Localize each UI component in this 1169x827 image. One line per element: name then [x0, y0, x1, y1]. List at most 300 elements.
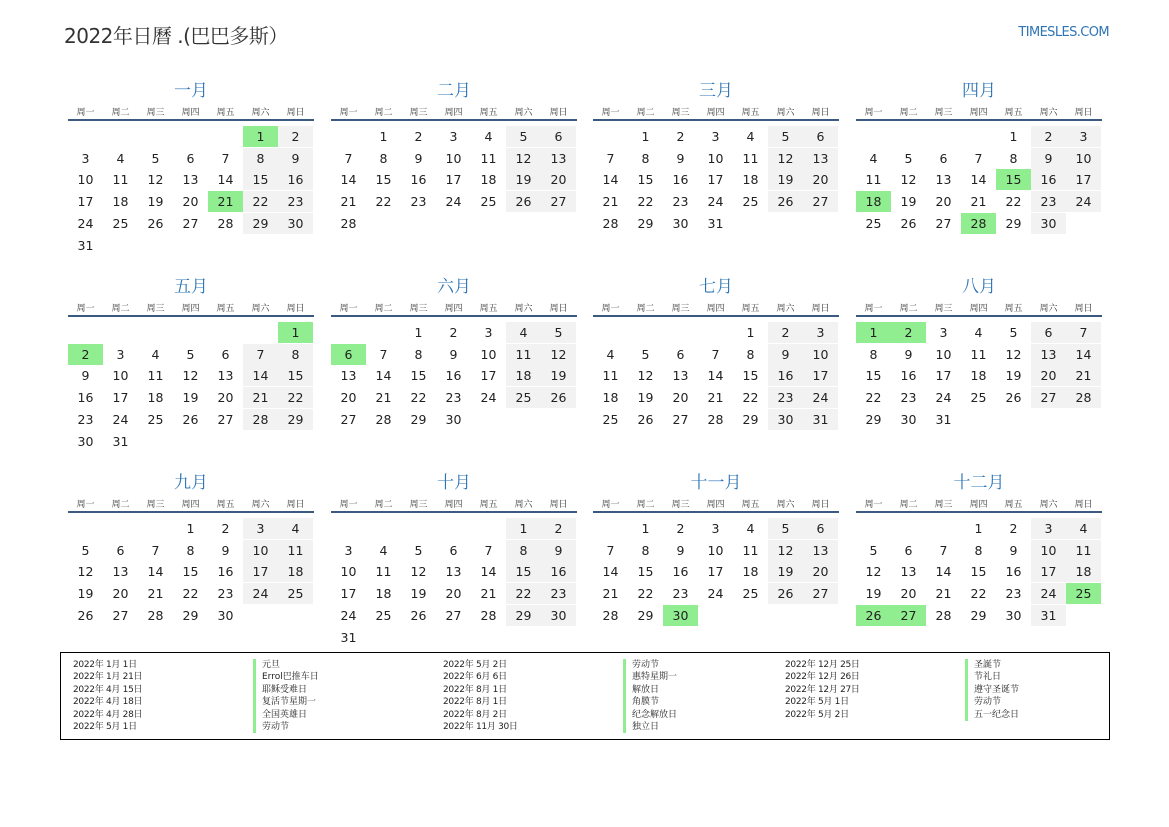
day-cell: 4 [606, 346, 615, 362]
day-cell: 21 [375, 390, 392, 406]
weekday-header: 周日 [1074, 108, 1093, 118]
day-cell: 5 [1009, 325, 1018, 340]
day-cell: 5 [151, 150, 160, 166]
day-cell: 18 [147, 390, 164, 406]
day-cell: 13 [803, 148, 838, 169]
day-cell: 30 [672, 215, 689, 231]
day-cell: 31 [935, 411, 952, 427]
legend-holiday-name: 解放日 [623, 684, 659, 696]
day-cell: 25 [742, 586, 759, 602]
day-cell: 6 [449, 542, 458, 558]
day-cell: 28 [147, 607, 164, 623]
day-cell: 14 [602, 564, 619, 580]
holiday-day-cell: 27 [891, 605, 926, 626]
day-cell: 23 [768, 387, 803, 408]
day-cell: 29 [182, 607, 199, 623]
day-cell: 4 [746, 521, 755, 536]
weekday-header: 周二 [899, 304, 918, 314]
day-cell: 3 [449, 129, 458, 144]
weekday-header: 周六 [251, 500, 270, 510]
holiday-day-cell: 1 [243, 126, 278, 147]
day-cell: 18 [112, 194, 129, 210]
day-cell: 24 [77, 215, 94, 231]
day-cell: 5 [541, 322, 576, 343]
holiday-legend [60, 652, 1110, 740]
day-cell: 10 [77, 172, 94, 188]
day-cell: 9 [414, 150, 423, 166]
day-cell: 28 [602, 607, 619, 623]
day-cell: 25 [147, 411, 164, 427]
day-cell: 19 [182, 390, 199, 406]
day-cell: 4 [974, 325, 983, 340]
day-cell: 7 [1066, 322, 1101, 343]
weekday-header: 周二 [636, 304, 655, 314]
weekday-header: 周二 [374, 304, 393, 314]
day-cell: 20 [445, 586, 462, 602]
day-cell: 30 [77, 433, 94, 449]
day-cell: 20 [803, 561, 838, 582]
legend-date: 2022年 12月 26日 [785, 672, 860, 683]
day-cell: 13 [182, 172, 199, 188]
weekday-header: 周三 [671, 108, 690, 118]
holiday-day-cell: 2 [891, 322, 926, 343]
weekday-header: 周二 [899, 500, 918, 510]
day-cell: 20 [672, 390, 689, 406]
holiday-day-cell: 15 [996, 169, 1031, 190]
day-cell: 15 [637, 172, 654, 188]
day-cell: 8 [869, 346, 878, 362]
day-cell: 10 [1066, 148, 1101, 169]
day-cell: 14 [217, 172, 234, 188]
day-cell: 31 [1031, 605, 1066, 626]
day-cell: 23 [445, 390, 462, 406]
day-cell: 18 [278, 561, 313, 582]
day-cell: 21 [480, 586, 497, 602]
day-cell: 31 [112, 433, 129, 449]
day-cell: 3 [1031, 518, 1066, 539]
day-cell: 18 [602, 390, 619, 406]
legend-holiday-name: 惠特星期一 [623, 671, 677, 683]
day-cell: 20 [803, 169, 838, 190]
day-cell: 19 [1005, 368, 1022, 384]
legend-holiday-name: 五一纪念日 [965, 709, 1019, 721]
day-cell: 1 [186, 521, 195, 536]
day-cell: 26 [541, 387, 576, 408]
legend-holiday-name: 劳动节 [623, 659, 659, 671]
weekday-header: 周一 [864, 108, 883, 118]
day-cell: 13 [217, 368, 234, 384]
day-cell: 9 [1031, 148, 1066, 169]
day-cell: 5 [904, 150, 913, 166]
day-cell: 15 [278, 365, 313, 386]
month-title: 八月 [962, 277, 996, 297]
day-cell: 2 [768, 322, 803, 343]
day-cell: 30 [541, 605, 576, 626]
day-cell: 16 [445, 368, 462, 384]
day-cell: 27 [217, 411, 234, 427]
weekday-header: 周四 [706, 108, 725, 118]
day-cell: 23 [77, 411, 94, 427]
day-cell: 20 [182, 194, 199, 210]
day-cell: 28 [935, 607, 952, 623]
day-cell: 3 [803, 322, 838, 343]
day-cell: 30 [1031, 213, 1066, 234]
weekday-header: 周三 [671, 304, 690, 314]
day-cell: 21 [243, 387, 278, 408]
weekday-header: 周二 [374, 500, 393, 510]
month-block [856, 76, 1102, 264]
day-cell: 7 [606, 542, 615, 558]
day-cell: 5 [641, 346, 650, 362]
legend-holiday-name: 节礼日 [965, 671, 1001, 683]
day-cell: 6 [904, 542, 913, 558]
day-cell: 22 [865, 390, 882, 406]
month-divider [68, 511, 314, 513]
day-cell: 15 [506, 561, 541, 582]
legend-date: 2022年 8月 2日 [443, 709, 507, 720]
weekday-header: 周二 [111, 304, 130, 314]
weekday-header: 周三 [409, 304, 428, 314]
weekday-header: 周日 [286, 108, 305, 118]
day-cell: 4 [869, 150, 878, 166]
page-title: 2022年日曆 .(巴巴多斯） [64, 24, 288, 48]
legend-holiday-name: 角膜节 [623, 696, 659, 708]
legend-holiday-name: 遵守圣诞节 [965, 684, 1019, 696]
day-cell: 6 [803, 518, 838, 539]
day-cell: 4 [379, 542, 388, 558]
site-brand[interactable]: TIMESLES.COM [1018, 25, 1109, 40]
weekday-header: 周四 [181, 304, 200, 314]
day-cell: 26 [900, 215, 917, 231]
day-cell: 22 [278, 387, 313, 408]
day-cell: 17 [1066, 169, 1101, 190]
day-cell: 12 [637, 368, 654, 384]
day-cell: 27 [445, 607, 462, 623]
day-cell: 13 [1031, 344, 1066, 365]
day-cell: 17 [935, 368, 952, 384]
day-cell: 16 [77, 390, 94, 406]
weekday-header: 周四 [706, 304, 725, 314]
holiday-day-cell: 18 [856, 191, 891, 212]
day-cell: 19 [768, 169, 803, 190]
weekday-header: 周五 [479, 108, 498, 118]
weekday-header: 周日 [286, 500, 305, 510]
day-cell: 19 [506, 169, 541, 190]
day-cell: 3 [116, 346, 125, 362]
weekday-header: 周三 [409, 108, 428, 118]
day-cell: 27 [803, 191, 838, 212]
day-cell: 2 [676, 521, 685, 536]
day-cell: 12 [410, 564, 427, 580]
day-cell: 10 [480, 346, 497, 362]
weekday-header: 周四 [706, 500, 725, 510]
day-cell: 17 [1031, 561, 1066, 582]
legend-holiday-name: 元旦 [253, 659, 280, 671]
day-cell: 21 [970, 194, 987, 210]
day-cell: 1 [506, 518, 541, 539]
day-cell: 24 [707, 194, 724, 210]
weekday-header: 周日 [1074, 500, 1093, 510]
holiday-day-cell: 26 [856, 605, 891, 626]
day-cell: 28 [243, 409, 278, 430]
month-divider [331, 119, 577, 121]
day-cell: 30 [217, 607, 234, 623]
weekday-header: 周五 [216, 304, 235, 314]
day-cell: 1 [641, 129, 650, 144]
legend-date: 2022年 5月 2日 [785, 709, 849, 720]
legend-date: 2022年 4月 28日 [73, 709, 143, 720]
day-cell: 11 [865, 172, 882, 188]
day-cell: 22 [182, 586, 199, 602]
day-cell: 8 [414, 346, 423, 362]
legend-date: 2022年 5月 1日 [73, 721, 137, 732]
day-cell: 22 [410, 390, 427, 406]
legend-date: 2022年 4月 18日 [73, 697, 143, 708]
day-cell: 5 [506, 126, 541, 147]
day-cell: 24 [935, 390, 952, 406]
month-divider [593, 119, 839, 121]
day-cell: 29 [865, 411, 882, 427]
day-cell: 18 [970, 368, 987, 384]
day-cell: 12 [147, 172, 164, 188]
weekday-header: 周一 [76, 304, 95, 314]
day-cell: 21 [147, 586, 164, 602]
day-cell: 14 [707, 368, 724, 384]
day-cell: 26 [637, 411, 654, 427]
day-cell: 29 [1005, 215, 1022, 231]
month-block [856, 272, 1102, 460]
day-cell: 2 [676, 129, 685, 144]
weekday-header: 周六 [1039, 304, 1058, 314]
weekday-header: 周二 [636, 500, 655, 510]
day-cell: 14 [340, 172, 357, 188]
month-title: 一月 [174, 81, 208, 101]
holiday-day-cell: 1 [856, 322, 891, 343]
legend-holiday-name: 复活节星期一 [253, 696, 316, 708]
day-cell: 18 [742, 172, 759, 188]
day-cell: 29 [243, 213, 278, 234]
day-cell: 16 [672, 172, 689, 188]
month-divider [856, 511, 1102, 513]
day-cell: 21 [1066, 365, 1101, 386]
day-cell: 20 [900, 586, 917, 602]
day-cell: 9 [1009, 542, 1018, 558]
day-cell: 27 [935, 215, 952, 231]
day-cell: 29 [970, 607, 987, 623]
day-cell: 27 [803, 583, 838, 604]
legend-date: 2022年 5月 1日 [785, 697, 849, 708]
day-cell: 24 [803, 387, 838, 408]
weekday-header: 周一 [864, 304, 883, 314]
weekday-header: 周日 [811, 500, 830, 510]
day-cell: 3 [711, 129, 720, 144]
day-cell: 18 [1066, 561, 1101, 582]
day-cell: 3 [1066, 126, 1101, 147]
month-divider [593, 315, 839, 317]
day-cell: 26 [768, 583, 803, 604]
day-cell: 14 [375, 368, 392, 384]
day-cell: 2 [541, 518, 576, 539]
day-cell: 17 [707, 172, 724, 188]
day-cell: 6 [676, 346, 685, 362]
day-cell: 9 [81, 368, 90, 384]
holiday-day-cell: 21 [208, 191, 243, 212]
day-cell: 25 [506, 387, 541, 408]
day-cell: 19 [637, 390, 654, 406]
day-cell: 21 [340, 194, 357, 210]
day-cell: 2 [1031, 126, 1066, 147]
day-cell: 22 [970, 586, 987, 602]
legend-date: 2022年 5月 2日 [443, 660, 507, 670]
weekday-header: 周三 [146, 108, 165, 118]
weekday-header: 周二 [899, 108, 918, 118]
day-cell: 23 [672, 194, 689, 210]
day-cell: 24 [480, 390, 497, 406]
day-cell: 6 [939, 150, 948, 166]
day-cell: 26 [768, 191, 803, 212]
day-cell: 5 [414, 542, 423, 558]
day-cell: 1 [974, 521, 983, 536]
day-cell: 3 [711, 521, 720, 536]
day-cell: 23 [900, 390, 917, 406]
day-cell: 18 [742, 564, 759, 580]
weekday-header: 周三 [146, 500, 165, 510]
day-cell: 10 [935, 346, 952, 362]
legend-holiday-name: 耶稣受难日 [253, 684, 307, 696]
day-cell: 11 [742, 542, 759, 558]
day-cell: 10 [803, 344, 838, 365]
day-cell: 24 [112, 411, 129, 427]
day-cell: 5 [768, 126, 803, 147]
weekday-header: 周三 [934, 304, 953, 314]
day-cell: 15 [742, 368, 759, 384]
weekday-header: 周六 [251, 304, 270, 314]
month-block [68, 76, 314, 264]
day-cell: 29 [410, 411, 427, 427]
day-cell: 15 [970, 564, 987, 580]
weekday-header: 周六 [514, 108, 533, 118]
day-cell: 3 [484, 325, 493, 340]
day-cell: 15 [182, 564, 199, 580]
weekday-header: 周一 [601, 304, 620, 314]
day-cell: 22 [375, 194, 392, 210]
legend-date: 2022年 1月 1日 [73, 660, 137, 670]
month-title: 九月 [174, 473, 208, 493]
day-cell: 19 [900, 194, 917, 210]
month-divider [331, 315, 577, 317]
legend-holiday-name: 独立日 [623, 721, 659, 733]
day-cell: 21 [935, 586, 952, 602]
day-cell: 31 [803, 409, 838, 430]
month-block [593, 76, 839, 264]
day-cell: 29 [278, 409, 313, 430]
day-cell: 22 [637, 194, 654, 210]
day-cell: 17 [707, 564, 724, 580]
day-cell: 8 [746, 346, 755, 362]
weekday-header: 周四 [444, 500, 463, 510]
legend-date: 2022年 4月 15日 [73, 684, 143, 695]
day-cell: 18 [375, 586, 392, 602]
day-cell: 20 [935, 194, 952, 210]
day-cell: 12 [182, 368, 199, 384]
month-title: 十月 [437, 473, 471, 493]
day-cell: 16 [1031, 169, 1066, 190]
day-cell: 6 [541, 126, 576, 147]
day-cell: 10 [243, 540, 278, 561]
legend-holiday-name: 全国英雄日 [253, 709, 307, 721]
weekday-header: 周四 [969, 304, 988, 314]
month-title: 三月 [699, 81, 733, 101]
day-cell: 28 [1066, 387, 1101, 408]
weekday-header: 周日 [811, 304, 830, 314]
day-cell: 20 [541, 169, 576, 190]
month-title: 四月 [962, 81, 996, 101]
weekday-header: 周一 [601, 108, 620, 118]
day-cell: 16 [217, 564, 234, 580]
day-cell: 3 [243, 518, 278, 539]
day-cell: 27 [112, 607, 129, 623]
day-cell: 13 [900, 564, 917, 580]
day-cell: 18 [506, 365, 541, 386]
day-cell: 5 [81, 542, 90, 558]
day-cell: 23 [410, 194, 427, 210]
day-cell: 2 [221, 521, 230, 536]
weekday-header: 周日 [1074, 304, 1093, 314]
day-cell: 8 [641, 150, 650, 166]
day-cell: 11 [970, 346, 987, 362]
day-cell: 16 [278, 169, 313, 190]
weekday-header: 周日 [286, 304, 305, 314]
day-cell: 11 [506, 344, 541, 365]
day-cell: 7 [484, 542, 493, 558]
day-cell: 6 [221, 346, 230, 362]
day-cell: 25 [112, 215, 129, 231]
day-cell: 26 [182, 411, 199, 427]
weekday-header: 周五 [216, 108, 235, 118]
day-cell: 26 [147, 215, 164, 231]
weekday-header: 周五 [1004, 108, 1023, 118]
day-cell: 4 [278, 518, 313, 539]
day-cell: 17 [112, 390, 129, 406]
day-cell: 8 [974, 542, 983, 558]
month-title: 十二月 [953, 473, 1005, 493]
day-cell: 28 [602, 215, 619, 231]
month-title: 十一月 [690, 473, 742, 493]
weekday-header: 周日 [811, 108, 830, 118]
holiday-day-cell: 25 [1066, 583, 1101, 604]
month-title: 六月 [437, 277, 471, 297]
day-cell: 25 [742, 194, 759, 210]
day-cell: 19 [768, 561, 803, 582]
day-cell: 15 [375, 172, 392, 188]
day-cell: 26 [410, 607, 427, 623]
weekday-header: 周六 [251, 108, 270, 118]
legend-date: 2022年 12月 25日 [785, 660, 860, 670]
day-cell: 1 [746, 325, 755, 340]
month-block [331, 468, 577, 656]
weekday-header: 周日 [549, 304, 568, 314]
day-cell: 23 [278, 191, 313, 212]
day-cell: 30 [278, 213, 313, 234]
weekday-header: 周一 [76, 500, 95, 510]
day-cell: 28 [707, 411, 724, 427]
weekday-header: 周六 [776, 304, 795, 314]
day-cell: 14 [243, 365, 278, 386]
weekday-header: 周六 [514, 304, 533, 314]
weekday-header: 周二 [111, 108, 130, 118]
day-cell: 16 [1005, 564, 1022, 580]
day-cell: 23 [1005, 586, 1022, 602]
